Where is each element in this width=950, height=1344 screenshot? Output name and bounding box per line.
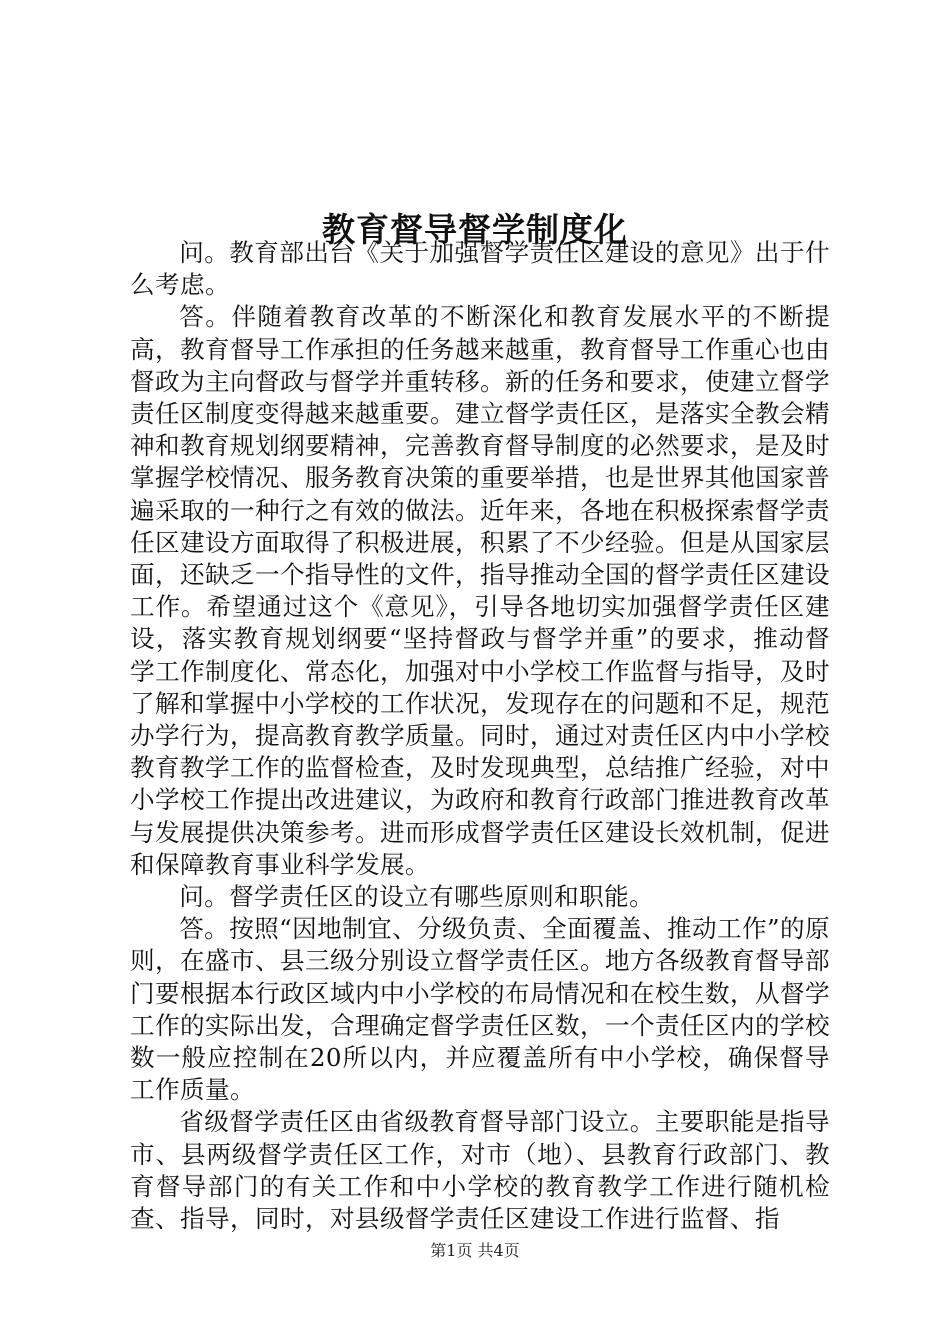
paragraph-question-1: 问。教育部出台《关于加强督学责任区建设的意见》出于什么考虑。 xyxy=(130,238,830,300)
paragraph-provincial-district: 省级督学责任区由省级教育督导部门设立。主要职能是指导市、县两级督学责任区工作，对市（地）、县教育行政部门、教育督导部门的有关工作和中小学校的教育教学工作进行随机检查、指导，同时，对县级督学责任区建设工作进行监督、指 xyxy=(130,1107,830,1234)
paragraph-question-2: 问。督学责任区的设立有哪些原则和职能。 xyxy=(179,882,655,912)
paragraph-answer-1: 答。伴随着教育改革的不断深化和教育发展水平的不断提高，教育督导工作承担的任务越来越重，教育督导工作重心也由督政为主向督政与督学并重转移。新的任务和要求，使建立督学责任区制度变得越来越重要。建立督学责任区，是落实全教会精神和教育规划纲要精神，完善教育督导制度的必然要求，是及时掌握学校情况、服务教育决策的重要举措，也是世界其他国家普遍采取的一种行之有效的做法。近年来，各地在积极探索督学责任区建设方面取得了积极进展，积累了不少经验。但是从国家层面，还缺乏一个指导性的文件，指导推动全国的督学责任区建设工作。希望通过这个《意见》，引导各地切实加强督学责任区建设，落实教育规划纲要“坚持督政与督学并重”的要求，推动督学工作制度化、常态化，加强对中小学校工作监督与指导，及时了解和掌握中小学校的工作状况，发现存在的问题和不足，规范办学行为，提高教育教学质量。同时，通过对责任区内中小学校教育教学工作的监督检查，及时发现典型，总结推广经验，对中小学校工作提出改进建议，为政府和教育行政部门推进教育改革与发展提供决策参考。进而形成督学责任区建设长效机制，促进和保障教育事业科学发展。 xyxy=(130,302,830,879)
paragraph-answer-2: 答。按照“因地制宜、分级负责、全面覆盖、推动工作”的原则，在盛市、县三级分别设立督学责任区。地方各级教育督导部门要根据本行政区域内中小学校的布局情况和在校生数，从督学工作的实际出发，合理确定督学责任区数，一个责任区内的学校数一般应控制在20所以内，并应覆盖所有中小学校，确保督导工作质量。 xyxy=(130,914,830,1105)
document-title: 教育督导督学制度化 xyxy=(322,210,628,250)
page-number-footer: 第1页 共4页 xyxy=(430,1241,520,1260)
document-body xyxy=(130,237,830,1235)
